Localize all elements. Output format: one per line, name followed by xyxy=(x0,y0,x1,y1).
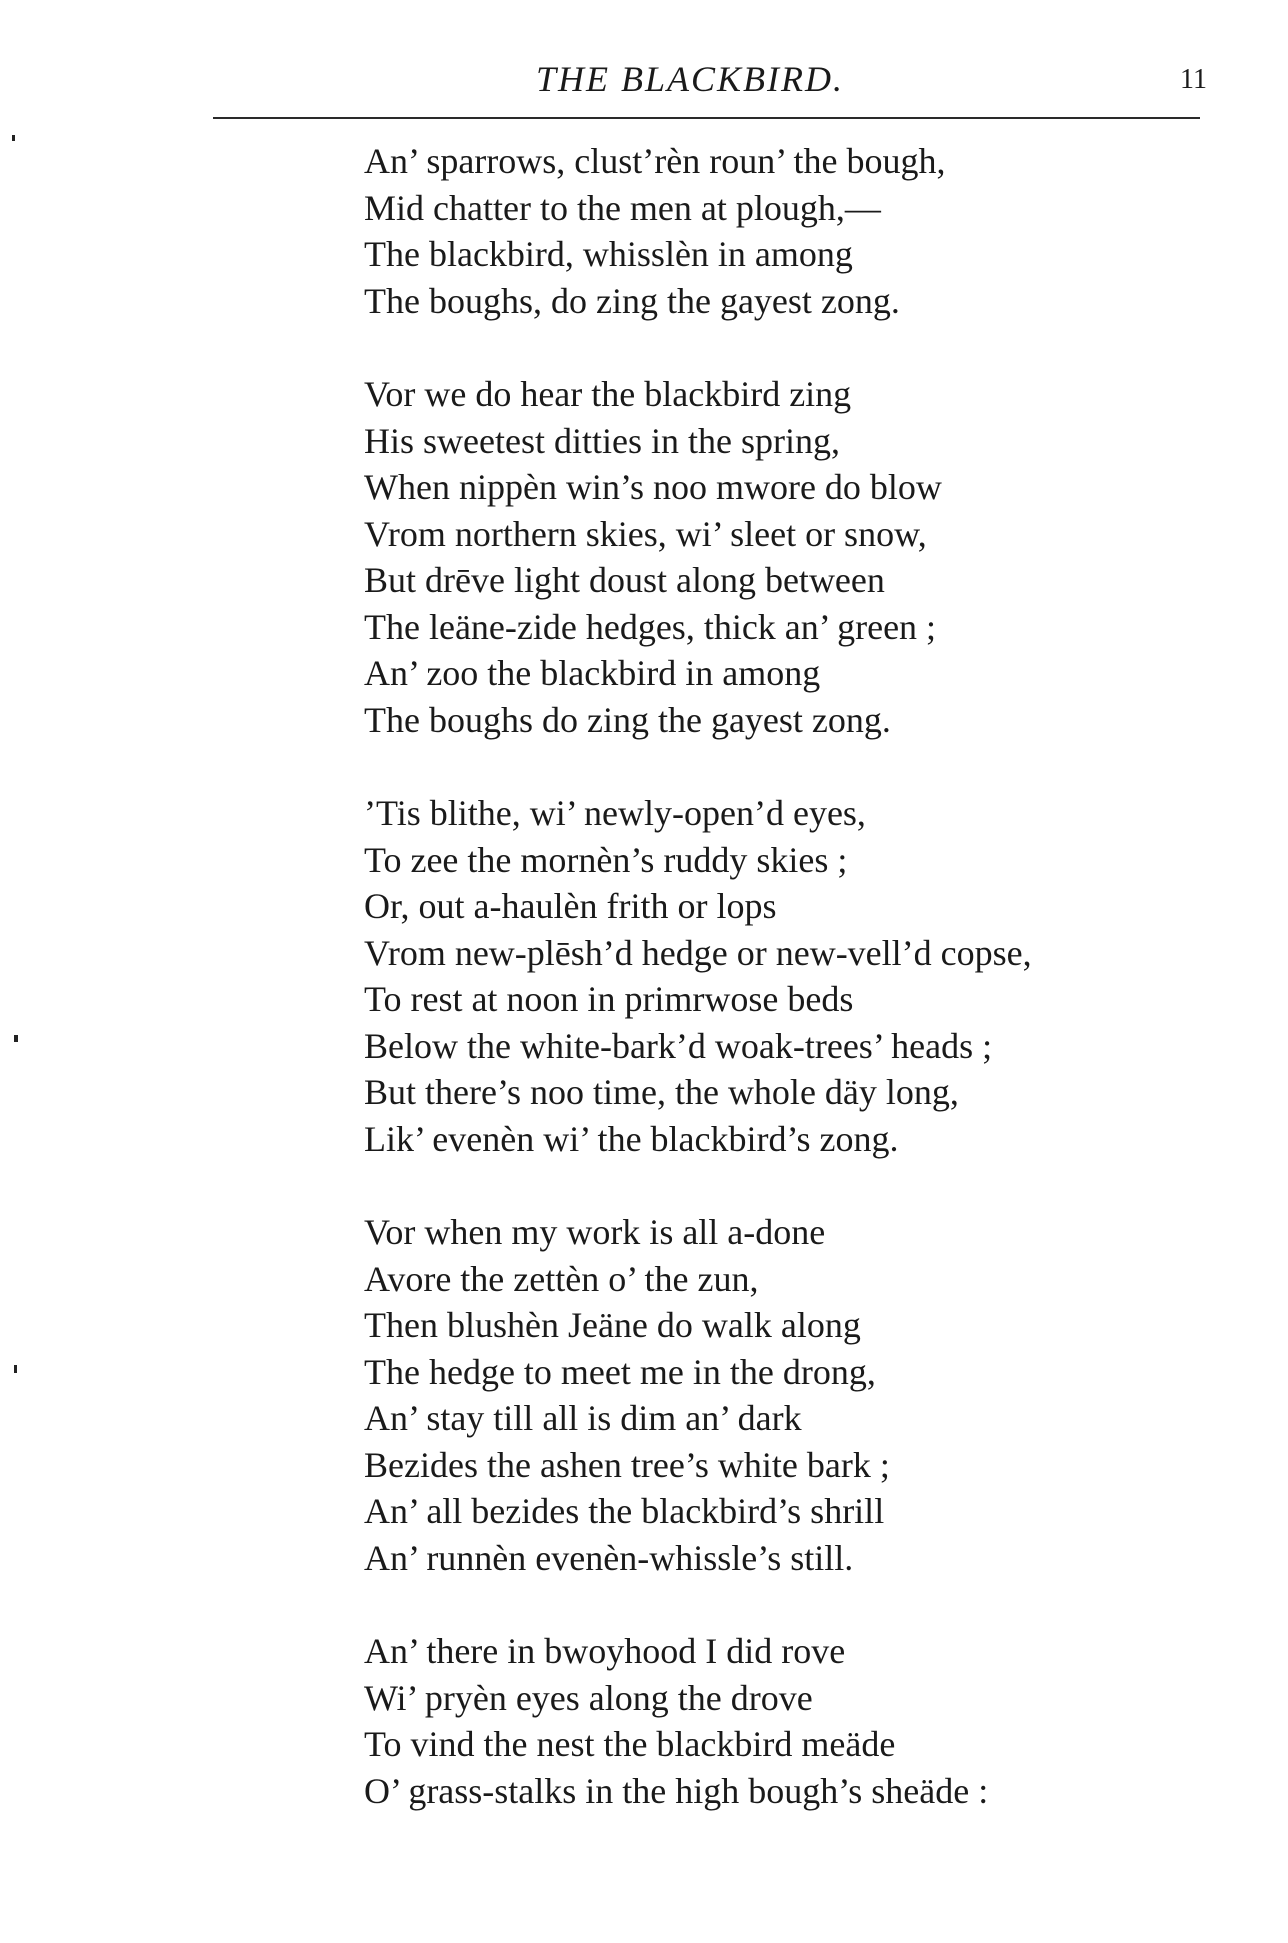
poem-line: To vind the nest the blackbird meäde xyxy=(364,1724,896,1764)
poem-line: Vor when my work is all a-done xyxy=(364,1212,826,1252)
running-head xyxy=(200,58,1207,102)
poem-line: But drēve light doust along between xyxy=(364,560,885,600)
poem-line: But there’s noo time, the whole däy long, xyxy=(364,1072,959,1112)
poem-line: Mid chatter to the men at plough,— xyxy=(364,187,881,228)
stanza xyxy=(364,1209,1224,1581)
poem-line: To rest at noon in primrwose beds xyxy=(364,979,854,1019)
poem-line: An’ all bezides the blackbird’s shrill xyxy=(364,1491,885,1531)
poem-line: Avore the zettèn o’ the zun, xyxy=(364,1258,759,1299)
margin-speck xyxy=(12,135,15,141)
page-number: 11 xyxy=(1180,64,1207,95)
poem-line: Bezides the ashen tree’s white bark ; xyxy=(364,1444,890,1485)
poem-line: Then blushèn Jeäne do walk along xyxy=(364,1305,861,1345)
poem-body xyxy=(364,138,1224,1814)
poem-line: An’ there in bwoyhood I did rove xyxy=(364,1631,846,1671)
poem-line: An’ zoo the blackbird in among xyxy=(364,653,821,693)
poem-line: The leäne-zide hedges, thick an’ green ; xyxy=(364,606,937,647)
poem-line: To zee the mornèn’s ruddy skies ; xyxy=(364,839,848,880)
poem-line: Vor we do hear the blackbird zing xyxy=(364,374,852,414)
poem-line: The hedge to meet me in the drong, xyxy=(364,1351,876,1392)
poem-line: The boughs, do zing the gayest zong. xyxy=(364,280,900,321)
poem-line: Vrom new-plēsh’d hedge or new-vell’d copse, xyxy=(364,932,1032,973)
poem-line: An’ sparrows, clust’rèn roun’ the bough, xyxy=(364,141,946,181)
stanza xyxy=(364,138,1224,324)
poem-line: An’ stay till all is dim an’ dark xyxy=(364,1398,802,1438)
margin-speck xyxy=(14,1035,18,1042)
poem-line: Or, out a-haulèn frith or lops xyxy=(364,886,777,926)
poem-line: ’Tis blithe, wi’ newly-open’d eyes, xyxy=(364,793,866,833)
poem-line: Vrom northern skies, wi’ sleet or snow, xyxy=(364,513,927,554)
poem-line: The blackbird, whisslèn in among xyxy=(364,234,853,274)
poem-line: Below the white-bark’d woak-trees’ heads ; xyxy=(364,1025,993,1066)
poem-line: When nippèn win’s noo mwore do blow xyxy=(364,467,942,507)
running-title: THE BLACKBIRD. xyxy=(536,59,845,99)
stanza xyxy=(364,1628,1224,1814)
poem-line: An’ runnèn evenèn-whissle’s still. xyxy=(364,1537,854,1578)
poem-line: Lik’ evenèn wi’ the blackbird’s zong. xyxy=(364,1118,899,1159)
poem-line: O’ grass-stalks in the high bough’s sheäde : xyxy=(364,1770,989,1811)
stanza xyxy=(364,371,1224,743)
poem-line: The boughs do zing the gayest zong. xyxy=(364,699,891,740)
poem-line: His sweetest ditties in the spring, xyxy=(364,420,840,461)
margin-speck xyxy=(14,1365,17,1373)
poem-line: Wi’ pryèn eyes along the drove xyxy=(364,1677,813,1718)
header-rule xyxy=(213,117,1200,119)
stanza xyxy=(364,790,1224,1162)
